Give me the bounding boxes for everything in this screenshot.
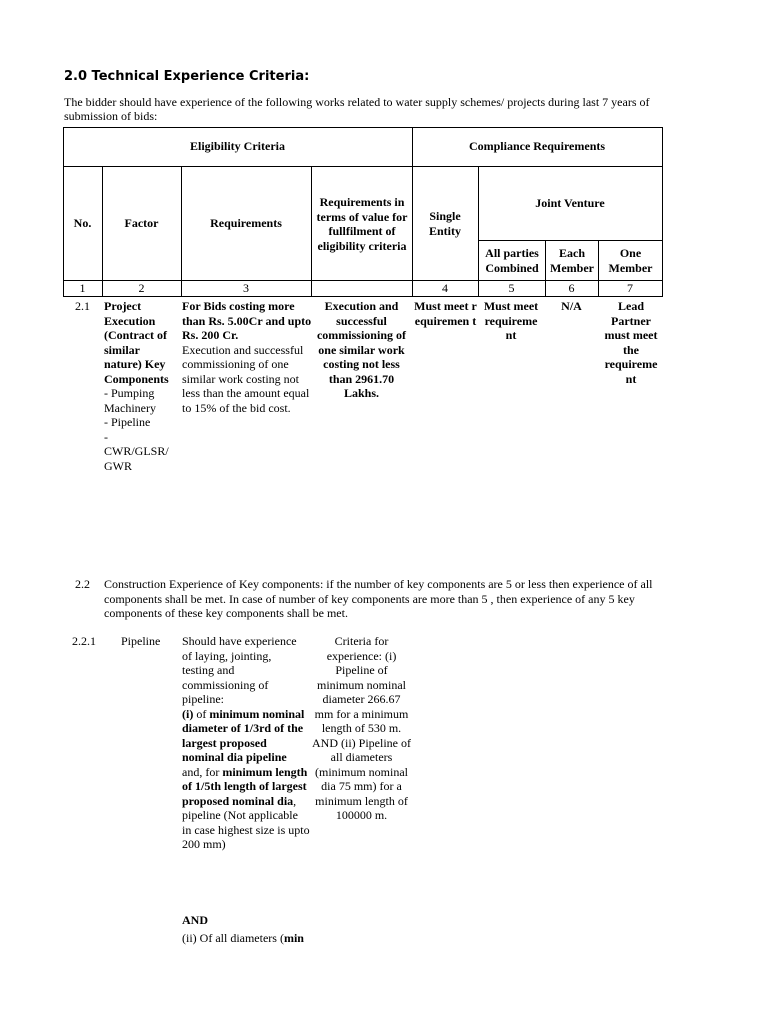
req-ii-text: (ii) Of all diameters ( (182, 931, 284, 945)
req-line: commissioning of (182, 677, 269, 692)
table-border-right (662, 127, 663, 297)
table-border-top (63, 127, 663, 128)
req-part-ii (182, 931, 304, 946)
req-i-label: (i) (182, 706, 194, 721)
col-number: 5 (508, 281, 515, 295)
key-component-item: - Pumping Machinery (104, 386, 156, 415)
req-comma: , (293, 793, 297, 808)
col-header-all-parties: All parties Combined (485, 246, 539, 275)
table-rule (63, 296, 663, 297)
section-2-2-1-requirements (182, 634, 310, 852)
req-line: pipeline: (182, 692, 224, 706)
section-heading: 2.0 Technical Experience Criteria: (64, 69, 310, 84)
req-length-bold: minimum length of 1/5th length of largest proposed nominal dia (182, 764, 308, 808)
key-component-item: - Pipeline (104, 415, 151, 429)
col-header-value-requirements: Requirements in terms of value for fullfilment of eligibility criteria (316, 195, 408, 253)
row-all-parties: Must meet requireme nt (483, 299, 539, 342)
row-number: 2.1 (75, 299, 90, 313)
section-2-2-1-number: 2.2.1 (72, 634, 96, 648)
section-2-2-1-factor: Pipeline (121, 634, 161, 648)
table-rule (478, 240, 663, 241)
row-one-member: Lead Partner must meet the requireme nt (604, 299, 658, 386)
col-header-joint-venture: Joint Venture (535, 196, 605, 210)
col-header-requirements: Requirements (210, 216, 282, 230)
row-value-requirement: Execution and successful commissioning of one similar work costing not less than 2961.70 Lakhs. (316, 299, 406, 400)
table-rule (63, 166, 663, 167)
key-component-item: CWR/GLSR/ (104, 444, 169, 458)
section-2-2-1-criteria: Criteria for experience: (i) Pipeline of minimum nominal diameter 266.67 mm for a minimum length of 530 m. AND (ii) Pipeline of all diameters (minimum nominal dia 75 mm) for a minimum length of 100000 m. (312, 634, 411, 822)
req-line: of laying, jointing, (182, 648, 272, 663)
intro-paragraph: The bidder should have experience of the following works related to water supply schemes/ projects during last 7 years of submission of bids: (64, 95, 650, 123)
col-header-each-member: Each Member (550, 246, 594, 275)
col-header-factor: Factor (124, 216, 159, 230)
col-header-single-entity: Single Entity (428, 209, 461, 238)
row-requirements (182, 299, 312, 415)
row-each-member: N/A (561, 299, 582, 313)
req-line: testing and (182, 663, 235, 677)
row-single-entity: Must meet requiremen t (414, 299, 477, 328)
col-number: 6 (568, 281, 575, 295)
req-i-of: of (193, 706, 210, 721)
section-2-2-text (104, 577, 668, 621)
requirement-text: Execution and successful commissioning of one similar work costing not less than the amount equal to 15% of the bid cost. (182, 342, 310, 415)
key-component-item: GWR (104, 458, 132, 473)
col-header-no: No. (73, 216, 92, 230)
col-number: 1 (79, 281, 86, 295)
table-rule (181, 166, 182, 297)
row-factor (104, 299, 180, 473)
col-number: 3 (243, 281, 249, 295)
col-number: 4 (442, 281, 448, 295)
col-number: 7 (627, 281, 633, 295)
req-and-for: and, for (182, 764, 220, 779)
compliance-requirements-header: Compliance Requirements (468, 139, 606, 153)
req-part-i (182, 707, 310, 852)
req-diameter-bold: nominal diameter of 1/3rd of the largest proposed nominal dia pipeline (182, 706, 305, 764)
table-rule (478, 166, 479, 297)
table-rule (102, 166, 103, 297)
section-2-2-body: Construction Experience of Key components: if the number of key components are 5 or less then experience of all components shall be met. In case of number of key components are more than 5 , then experience of any 5 key components of these key components shall be met. (104, 577, 653, 620)
req-ii-bold: min (283, 931, 304, 945)
col-number: 2 (138, 281, 145, 295)
section-2-2-number: 2.2 (75, 577, 90, 591)
req-i-minimum: minimum (209, 706, 260, 721)
and-label: AND (182, 913, 208, 927)
eligibility-criteria-header: Eligibility Criteria (190, 139, 285, 153)
factor-title: Project Execution (Contract of similar nature) Key Components (104, 299, 169, 386)
bid-cost-range: For Bids costing more than Rs. 5.00Cr and upto Rs. 200 Cr. (182, 299, 312, 342)
key-component-item: - (104, 429, 108, 444)
req-line: Should have experience (182, 634, 297, 648)
req-rest: pipeline (Not applicable in case highest size is upto 200 mm) (182, 808, 310, 851)
col-header-one-member: One Member (608, 246, 653, 275)
